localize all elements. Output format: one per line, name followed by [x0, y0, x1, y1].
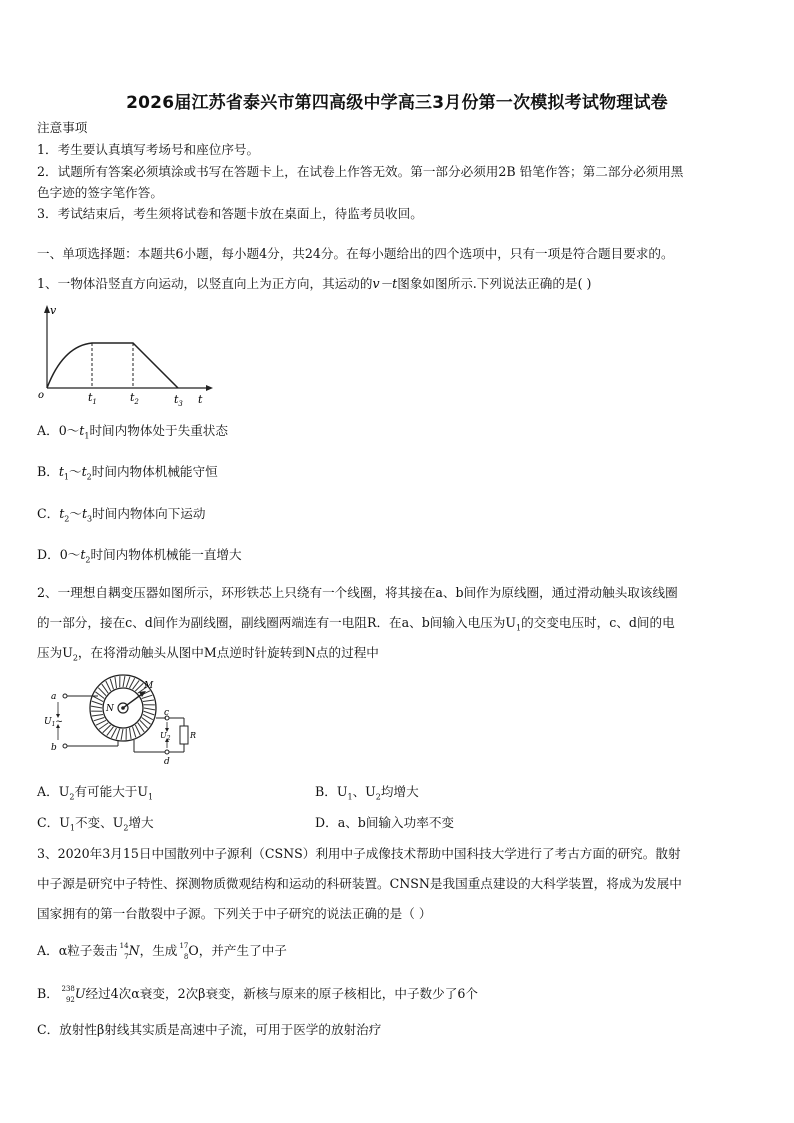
- coil-turn: [142, 695, 153, 698]
- axis-label-v: v: [50, 304, 57, 317]
- q3-stem-line1: 3、2020年3月15日中国散列中子源利（CSNS）利用中子成像技术帮助中国科技大学进行了考古方面的研究。散射: [37, 846, 681, 861]
- nuclide-n: 14 7: [119, 941, 129, 961]
- q2-stem-line1: 2、一理想自耦变压器如图所示，环形铁芯上只绕有一个线圈，将其接在a、b间作为原线圈，通过滑动触头取该线圈: [37, 585, 678, 600]
- page-title: 2026届江苏省泰兴市第四高级中学高三3月份第一次模拟考试物理试卷: [126, 93, 668, 113]
- q1-option-c[interactable]: C．$t_2\sim t_3$时间内物体向下运动: [37, 506, 206, 524]
- coil-turn: [126, 677, 130, 688]
- coil-turn: [123, 676, 125, 687]
- nuclide-u: 238 92: [61, 984, 75, 1004]
- coil-turn: [129, 678, 134, 688]
- q1-vt-graph: [30, 302, 220, 410]
- coil-turn: [94, 718, 105, 721]
- q3-stem-line3: 国家拥有的第一台散裂中子源。下列关于中子研究的说法正确的是（ ）: [37, 906, 432, 921]
- q2-transformer-figure: [38, 666, 208, 766]
- terminal-b: b: [51, 743, 57, 753]
- tick-label-t3: $t_3$: [174, 393, 183, 408]
- point-m: M: [144, 681, 154, 691]
- q1-option-d[interactable]: D．$0\sim t_2$时间内物体机械能一直增大: [37, 547, 242, 565]
- q2-option-c[interactable]: C．$U_1$不变、$U_2$增大: [37, 815, 154, 833]
- q2-option-b[interactable]: B．$U_1$、$U_2$均增大: [315, 784, 419, 802]
- q2-stem-line3: 压为$U_2$，在将滑动触头从图中M点逆时针旋转到N点的过程中: [37, 645, 379, 663]
- coil-turn: [96, 720, 106, 725]
- q1-option-a[interactable]: A．$0\sim t_1$时间内物体处于失重状态: [37, 423, 228, 441]
- coil-turn: [111, 728, 116, 738]
- coil-turn: [144, 708, 155, 710]
- q2-option-d[interactable]: D．a、b间输入功率不变: [315, 815, 455, 830]
- label-u1: $U_1\sim$: [44, 717, 63, 728]
- q2-stem-line2: 的一部分，接在c、d间作为副线圈，副线圈两端连有一电阻R．在a、b间输入电压为$U_1$的交变电压时，c、d间的电: [37, 615, 675, 633]
- coil-turn: [135, 725, 140, 735]
- terminal-c: c: [164, 708, 170, 718]
- resistor-r: R: [190, 731, 197, 740]
- coil-turn: [121, 729, 123, 740]
- coil-turn: [91, 706, 102, 708]
- point-n: N: [106, 704, 114, 714]
- label-u2: $U_2$: [160, 731, 171, 742]
- q1-stem: 1、一物体沿竖直方向运动，以竖直向上为正方向，其运动的v－t图象如图所示.下列说法正确的是( ): [37, 276, 592, 291]
- terminal-a: a: [51, 692, 57, 702]
- q2-option-a[interactable]: A．$U_2$有可能大于$U_1$: [37, 784, 154, 802]
- origin-label: o: [38, 390, 45, 401]
- coil-turn: [115, 677, 117, 688]
- coil-turn: [106, 681, 111, 691]
- coil-turn: [116, 729, 120, 740]
- notice-item-2-cont: 色字迹的签字笔作答。: [37, 185, 163, 200]
- section-heading: 一、单项选择题：本题共6小题，每小题4分，共24分。在每小题给出的四个选项中，只有一项是符合题目要求的。: [37, 246, 674, 261]
- terminal-d: d: [164, 757, 170, 766]
- notice-item-1: 1．考生要认真填写考场号和座位序号。: [37, 142, 260, 157]
- tick-label-t1: $t_1$: [88, 391, 97, 406]
- q3-option-c[interactable]: C．放射性β射线其实质是高速中子流，可用于医学的放射治疗: [37, 1022, 382, 1037]
- axis-label-t: t: [198, 393, 203, 406]
- q3-option-b[interactable]: B． 238 92 U经过4次α衰变，2次β衰变，新核与原来的原子核相比，中子数少了6个: [37, 984, 478, 1004]
- notice-item-3: 3．考试结束后，考生须将试卷和答题卡放在桌面上，待监考员收回。: [37, 206, 423, 221]
- coil-turn: [143, 700, 154, 702]
- coil-turn: [129, 728, 131, 739]
- coil-turn: [110, 679, 113, 690]
- coil-turn: [143, 714, 153, 719]
- coil-turn: [144, 711, 155, 715]
- nuclide-o: 17 8: [179, 941, 189, 961]
- coil-turn: [92, 714, 103, 716]
- tick-label-t2: $t_2$: [130, 391, 139, 406]
- coil-turn: [93, 696, 103, 701]
- coil-turn: [133, 727, 136, 738]
- q1-option-b[interactable]: B．$t_1\sim t_2$时间内物体机械能守恒: [37, 464, 218, 482]
- q3-stem-line2: 中子源是研究中子特性、探测物质微观结构和运动的科研装置。CNSN是我国重点建设的大科学装置，将成为发展中: [37, 876, 682, 891]
- notice-heading: 注意事项: [37, 120, 88, 135]
- notice-item-2: 2．试题所有答案必须填涂或书写在答题卡上，在试卷上作答无效。第一部分必须用2B 铅笔作答；第二部分必须用黑: [37, 164, 684, 179]
- q3-option-a[interactable]: A．α粒子轰击 14 7 N，生成 17 8 O，并产生了中子: [37, 941, 287, 961]
- coil-turn: [92, 701, 103, 705]
